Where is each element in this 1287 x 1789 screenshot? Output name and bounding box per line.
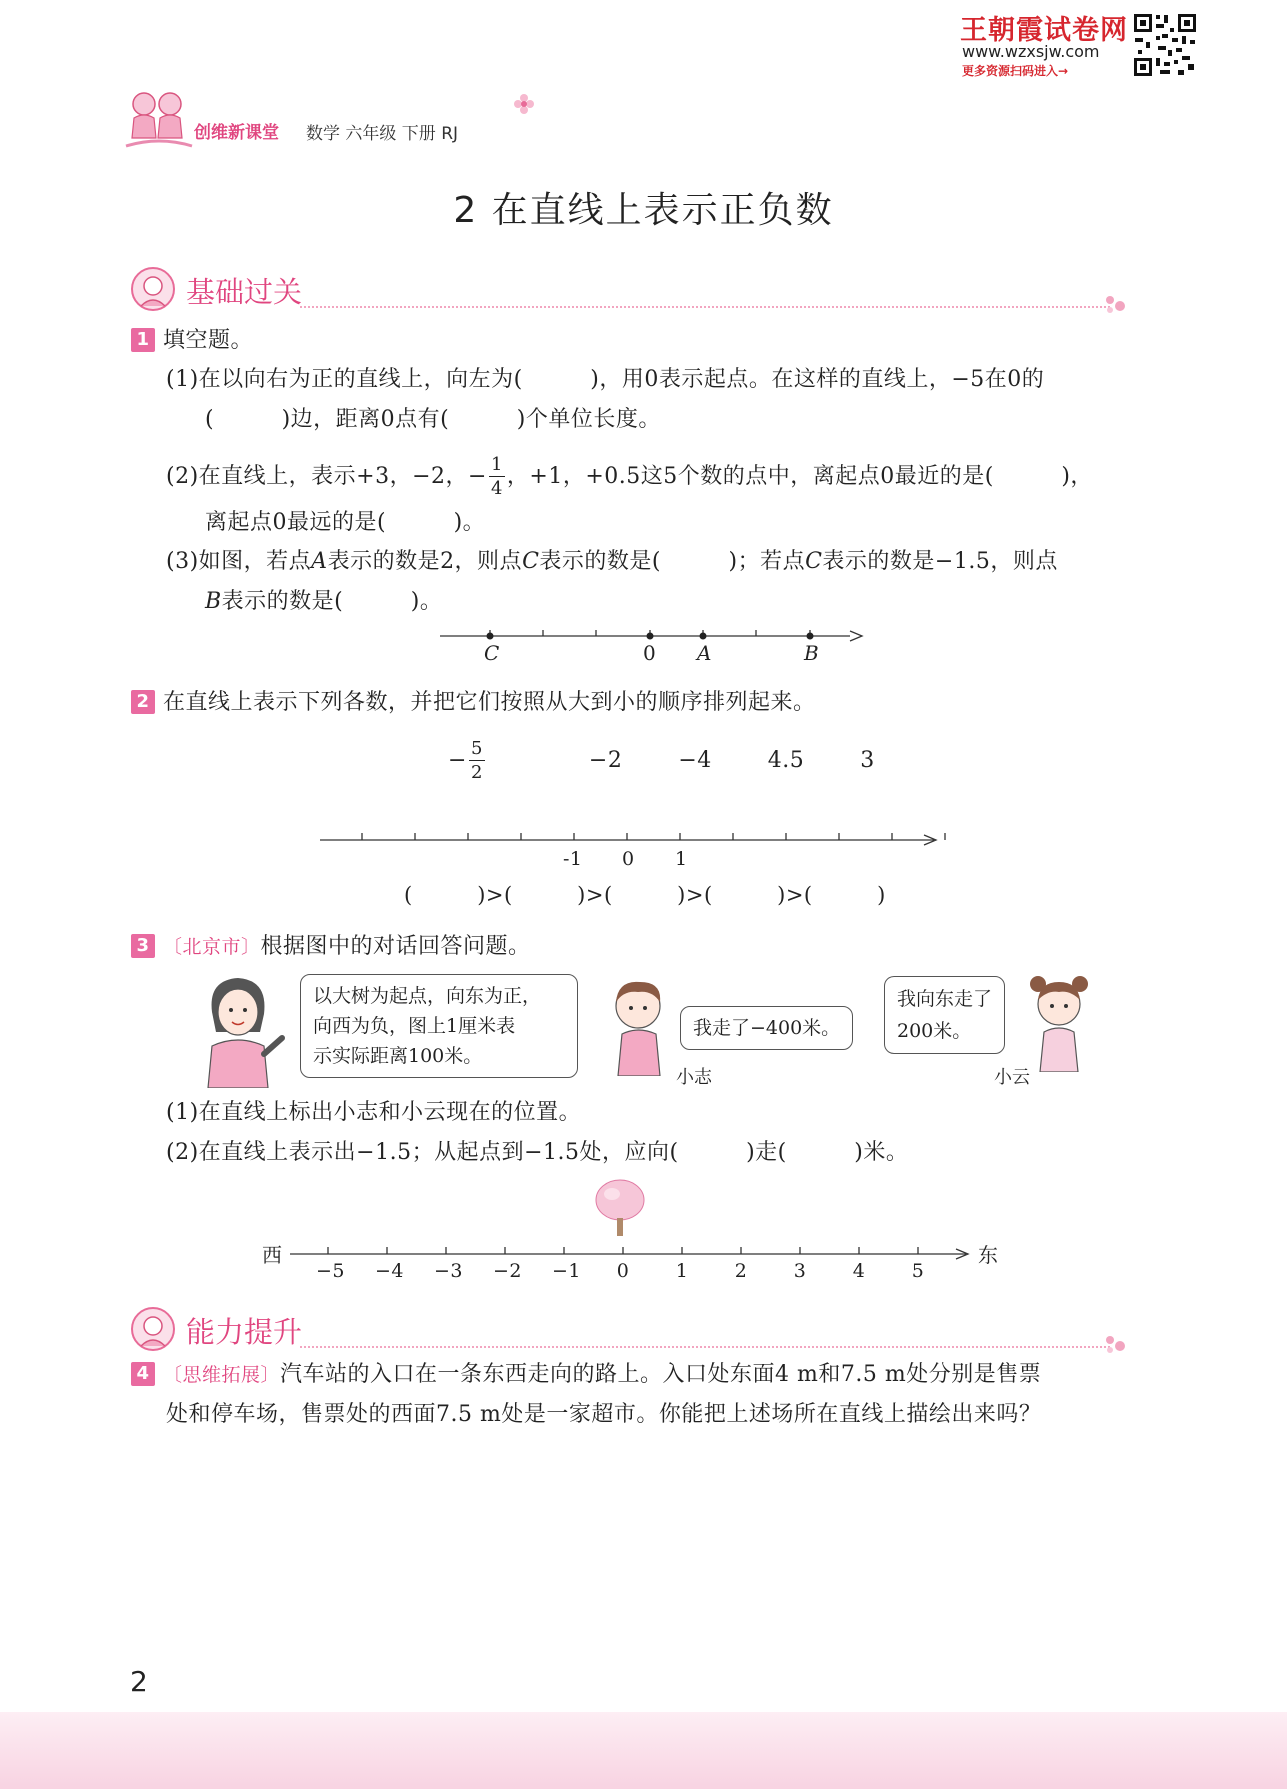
q1-part2-text-b: ，+1，+0.5这5个数的点中，离起点0最近的是( )， bbox=[506, 464, 1093, 489]
axis-label-0: 0 bbox=[622, 848, 635, 870]
q3-title-text: 根据图中的对话回答问题。 bbox=[260, 934, 531, 959]
q4-source-tag: 〔思维拓展〕 bbox=[163, 1364, 281, 1386]
label-B: B bbox=[804, 641, 820, 665]
q3-sub1: (1)在直线上标出小志和小云现在的位置。 bbox=[166, 1100, 582, 1125]
q4-number-badge: 4 bbox=[131, 1362, 155, 1386]
q1-part1-line2: ( )边，距离0点有( )个单位长度。 bbox=[205, 407, 661, 432]
teacher-speech-bubble bbox=[300, 974, 578, 1078]
q3-title bbox=[131, 932, 531, 962]
tree-icon bbox=[594, 1178, 646, 1240]
xiaozhi-speech-bubble: 我走了−400米。 bbox=[680, 1006, 853, 1050]
section-mascot-icon bbox=[130, 266, 176, 312]
q2-title-text: 在直线上表示下列各数，并把它们按照从大到小的顺序排列起来。 bbox=[163, 690, 816, 715]
label-A: A bbox=[697, 641, 712, 665]
q1-title bbox=[131, 326, 253, 356]
q2-numbers bbox=[448, 740, 931, 782]
q3-number-badge: 3 bbox=[131, 934, 155, 958]
q4-line2: 处和停车场，售票处的西面7.5 m处是一家超市。你能把上述场所在直线上描绘出来吗？ bbox=[166, 1402, 1042, 1427]
q2-title bbox=[131, 688, 816, 718]
number-4-5: 4.5 bbox=[767, 748, 805, 773]
dots-decoration-icon bbox=[1104, 294, 1130, 316]
fraction-denominator: 4 bbox=[490, 478, 503, 499]
q1-part3-text-a: (3)如图，若点 bbox=[166, 549, 312, 574]
point-C-ref: C bbox=[522, 549, 540, 574]
section-title-basic: 基础过关 bbox=[186, 275, 303, 309]
q3-tick-label: −5 bbox=[316, 1260, 346, 1282]
teacher-line-1: 以大树为起点，向东为正， bbox=[313, 985, 542, 1007]
q3-tick-label: 5 bbox=[911, 1260, 925, 1282]
label-0: 0 bbox=[643, 641, 657, 665]
q3-tick-label: 3 bbox=[793, 1260, 807, 1282]
section-mascot-icon-2 bbox=[130, 1306, 176, 1352]
teacher-illustration bbox=[194, 972, 286, 1088]
book-info: 数学 六年级 下册 RJ bbox=[306, 124, 459, 144]
fraction-numerator: 5 bbox=[470, 738, 483, 759]
q1-part3-text-c: 表示的数是( )；若点 bbox=[539, 549, 806, 574]
xiaoyun-speech-bubble bbox=[884, 976, 1005, 1054]
number-neg-2: −2 bbox=[588, 748, 623, 773]
q1-part1-line1: (1)在以向右为正的直线上，向左为( )，用0表示起点。在这样的直线上，−5在0的 bbox=[166, 367, 1045, 392]
q1-part2-line2: 离起点0最远的是( )。 bbox=[205, 510, 486, 535]
flower-icon bbox=[512, 92, 536, 116]
teacher-line-3: 示实际距离100米。 bbox=[313, 1045, 483, 1067]
axis-east-label: 东 bbox=[978, 1243, 999, 1267]
q3-tick-label: −4 bbox=[375, 1260, 405, 1282]
xiaoyun-line-2: 200米。 bbox=[897, 1020, 972, 1042]
q1-part2-line1 bbox=[166, 456, 1093, 498]
q4-line1-text: 汽车站的入口在一条东西走向的路上。入口处东面4 m和7.5 m处分别是售票 bbox=[280, 1362, 1042, 1387]
page-number: 2 bbox=[130, 1665, 148, 1698]
axis-west-label: 西 bbox=[262, 1243, 283, 1267]
q1-part3-line2 bbox=[205, 587, 442, 617]
q1-part3-line1 bbox=[166, 547, 1058, 577]
boy-xiaozhi-illustration bbox=[604, 976, 674, 1076]
section-divider-2 bbox=[300, 1346, 1110, 1348]
brand-url[interactable]: www.wzxsjw.com bbox=[962, 42, 1100, 61]
q3-source-tag: 〔北京市〕 bbox=[163, 936, 261, 958]
point-A-ref: A bbox=[311, 549, 328, 574]
q1-part3-text-d: 表示的数是−1.5，则点 bbox=[822, 549, 1058, 574]
xiaoyun-line-1: 我向东走了 bbox=[897, 988, 993, 1010]
q3-tick-label: −2 bbox=[493, 1260, 523, 1282]
series-name: 创维新课堂 bbox=[194, 123, 279, 143]
section-divider bbox=[300, 306, 1110, 308]
q1-part3-text-e: 表示的数是( )。 bbox=[221, 589, 443, 614]
brand-scan-text: 更多资源扫码进入→ bbox=[962, 64, 1069, 78]
frac-sign: − bbox=[448, 748, 467, 773]
q2-number-badge: 2 bbox=[131, 690, 155, 714]
girl-xiaoyun-illustration bbox=[1024, 972, 1094, 1072]
q4-line1 bbox=[131, 1360, 1041, 1390]
q2-order-blanks: ( )>( )>( )>( )>( ) bbox=[404, 883, 886, 907]
q3-sub2: (2)在直线上表示出−1.5；从起点到−1.5处，应向( )走( )米。 bbox=[166, 1140, 909, 1165]
q1-number-badge: 1 bbox=[131, 328, 155, 352]
xiaozhi-name: 小志 bbox=[676, 1067, 712, 1088]
point-B-ref: B bbox=[205, 589, 222, 614]
footer-band bbox=[0, 1712, 1287, 1789]
fraction-five-halves bbox=[469, 740, 541, 782]
section-title-advanced: 能力提升 bbox=[186, 1315, 303, 1349]
q3-tick-label: −3 bbox=[434, 1260, 464, 1282]
fraction-one-quarter bbox=[489, 456, 505, 498]
q3-tick-label: 2 bbox=[734, 1260, 748, 1282]
page-title: 2 在直线上表示正负数 bbox=[453, 190, 834, 231]
q3-tick-label: −1 bbox=[552, 1260, 582, 1282]
qr-code-icon[interactable] bbox=[1132, 12, 1198, 78]
dots-decoration-icon bbox=[1104, 1334, 1130, 1356]
teacher-line-2: 向西为负，图上1厘米表 bbox=[313, 1015, 516, 1037]
xiaoyun-name: 小云 bbox=[994, 1067, 1030, 1088]
q1-part2-text-a: (2)在直线上，表示+3，−2，− bbox=[166, 464, 487, 489]
axis-label-1: 1 bbox=[675, 848, 688, 870]
q3-tick-label: 1 bbox=[675, 1260, 689, 1282]
brand-title: 王朝霞试卷网 bbox=[960, 15, 1128, 46]
number-3: 3 bbox=[860, 748, 875, 773]
q1-part3-text-b: 表示的数是2，则点 bbox=[327, 549, 523, 574]
q1-title-text: 填空题。 bbox=[163, 328, 254, 353]
q3-tick-label: 4 bbox=[852, 1260, 866, 1282]
fraction-denominator: 2 bbox=[470, 762, 483, 783]
axis-label-neg1: -1 bbox=[563, 848, 583, 870]
number-neg-4: −4 bbox=[678, 748, 712, 773]
point-C-ref-2: C bbox=[805, 549, 823, 574]
label-C: C bbox=[484, 641, 500, 665]
q3-tick-label: 0 bbox=[616, 1260, 630, 1282]
kids-logo-icon bbox=[124, 90, 194, 152]
fraction-numerator: 1 bbox=[490, 454, 503, 475]
